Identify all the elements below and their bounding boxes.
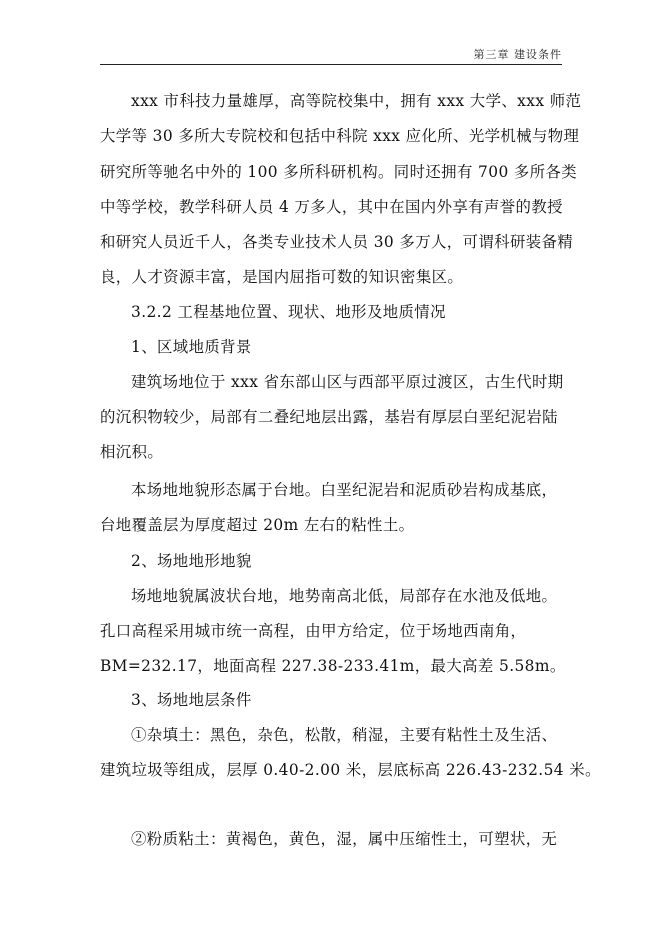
- paragraph-line: 研究所等驰名中外的 100 多所科研机构。同时还拥有 700 多所各类: [100, 163, 578, 181]
- paragraph-line: 本场地地貌形态属于台地。白垩纪泥岩和泥质砂岩构成基底，: [131, 481, 558, 499]
- chapter-title: 第三章 建设条件: [473, 48, 562, 61]
- paragraph-line: 相沉积。: [100, 443, 164, 461]
- paragraph-line: ①杂填土：黑色，杂色，松散，稍湿，主要有粘性土及生活、: [131, 726, 558, 744]
- paragraph-line: 大学等 30 多所大专院校和包括中科院 xxx 应化所、光学机械与物理: [100, 127, 580, 145]
- paragraph-line: 建筑垃圾等组成，层厚 0.40-2.00 米，层底标高 226.43-232.54 米。: [100, 761, 601, 779]
- section-heading: 3.2.2 工程基地位置、现状、地形及地质情况: [131, 303, 446, 321]
- paragraph-line: 台地覆盖层为厚度超过 20m 左右的粘性土。: [100, 516, 415, 534]
- paragraph-line: BM=232.17，地面高程 227.38-233.41m，最大高差 5.58m。: [100, 657, 566, 675]
- page-header: [100, 44, 562, 65]
- subsection-heading: 3、场地地层条件: [131, 691, 252, 709]
- paragraph-line: xxx 市科技力量雄厚，高等院校集中，拥有 xxx 大学、xxx 师范: [131, 92, 582, 110]
- paragraph-line: 场地地貌属波状台地，地势南高北低，局部存在水池及低地。: [131, 587, 558, 605]
- paragraph-line: ②粉质粘土：黄褐色，黄色，湿，属中压缩性土，可塑状，无: [131, 830, 558, 848]
- paragraph-line: 和研究人员近千人，各类专业技术人员 30 多万人，可谓科研装备精: [100, 233, 574, 251]
- paragraph-line: 的沉积物较少，局部有二叠纪地层出露，基岩有厚层白垩纪泥岩陆: [100, 408, 558, 426]
- paragraph-line: 孔口高程采用城市统一高程，由甲方给定，位于场地西南角，: [100, 622, 527, 640]
- subsection-heading: 2、场地地形地貌: [131, 552, 252, 570]
- paragraph-line: 中等学校，教学科研人员 4 万多人，其中在国内外享有声誉的教授: [100, 198, 563, 216]
- subsection-heading: 1、区域地质背景: [131, 338, 252, 356]
- paragraph-line: 良，人才资源丰富，是国内屈指可数的知识密集区。: [100, 268, 464, 286]
- paragraph-line: 建筑场地位于 xxx 省东部山区与西部平原过渡区，古生代时期: [131, 373, 564, 391]
